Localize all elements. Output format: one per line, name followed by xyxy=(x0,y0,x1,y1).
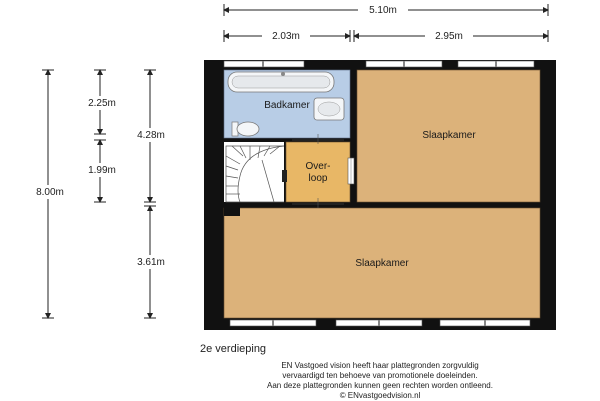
dim-bathroom-height-label: 2.25m xyxy=(88,98,116,109)
dim-right-width-label: 2.95m xyxy=(435,31,463,42)
dimension-total-width xyxy=(224,3,548,16)
dimension-stair-height xyxy=(80,140,124,202)
disclaimer-line: EN Vastgoed vision heeft haar plattegronden zorgvuldig xyxy=(281,361,479,370)
stair-area xyxy=(224,142,284,202)
wall-notch xyxy=(224,202,240,216)
dim-total-height-label: 8.00m xyxy=(36,187,64,198)
bathtub-icon xyxy=(228,72,334,92)
door-bedroom-upper xyxy=(348,158,354,184)
dimension-left-width xyxy=(224,29,350,42)
landing-floor xyxy=(286,142,350,202)
room-label-bedroom-lower: Slaapkamer xyxy=(355,258,409,269)
dim-stair-height-label: 1.99m xyxy=(88,165,116,176)
dimension-right-width xyxy=(354,29,548,42)
dimension-total-height xyxy=(30,70,68,318)
dim-lower-height-label: 3.61m xyxy=(137,257,165,268)
top-windows xyxy=(224,61,534,67)
room-label-landing-line1: Over- xyxy=(305,161,331,172)
toilet-icon xyxy=(232,122,259,136)
floor-label: 2e verdieping xyxy=(200,343,267,355)
dimension-bathroom-height xyxy=(80,70,124,134)
room-label-bathroom: Badkamer xyxy=(264,100,310,111)
disclaimer-line: vervaardigd ten behoeve van promotionele doeleinden. xyxy=(282,371,478,380)
dim-left-width-label: 2.03m xyxy=(272,31,300,42)
disclaimer-line: Aan deze plattegronden kunnen geen rechten worden ontleend. xyxy=(267,381,493,390)
washbasin-icon xyxy=(314,98,344,120)
dim-upper-height-label: 4.28m xyxy=(137,130,165,141)
dimension-lower-height xyxy=(128,206,174,318)
disclaimer xyxy=(200,361,560,401)
dimension-upper-height xyxy=(128,70,174,202)
dim-total-width-label: 5.10m xyxy=(369,5,397,16)
stair-railing-post xyxy=(282,170,287,182)
room-label-bedroom-upper: Slaapkamer xyxy=(422,130,476,141)
copyright-line: © ENvastgoedvision.nl xyxy=(339,391,421,400)
room-label-landing-line2: loop xyxy=(308,173,328,184)
